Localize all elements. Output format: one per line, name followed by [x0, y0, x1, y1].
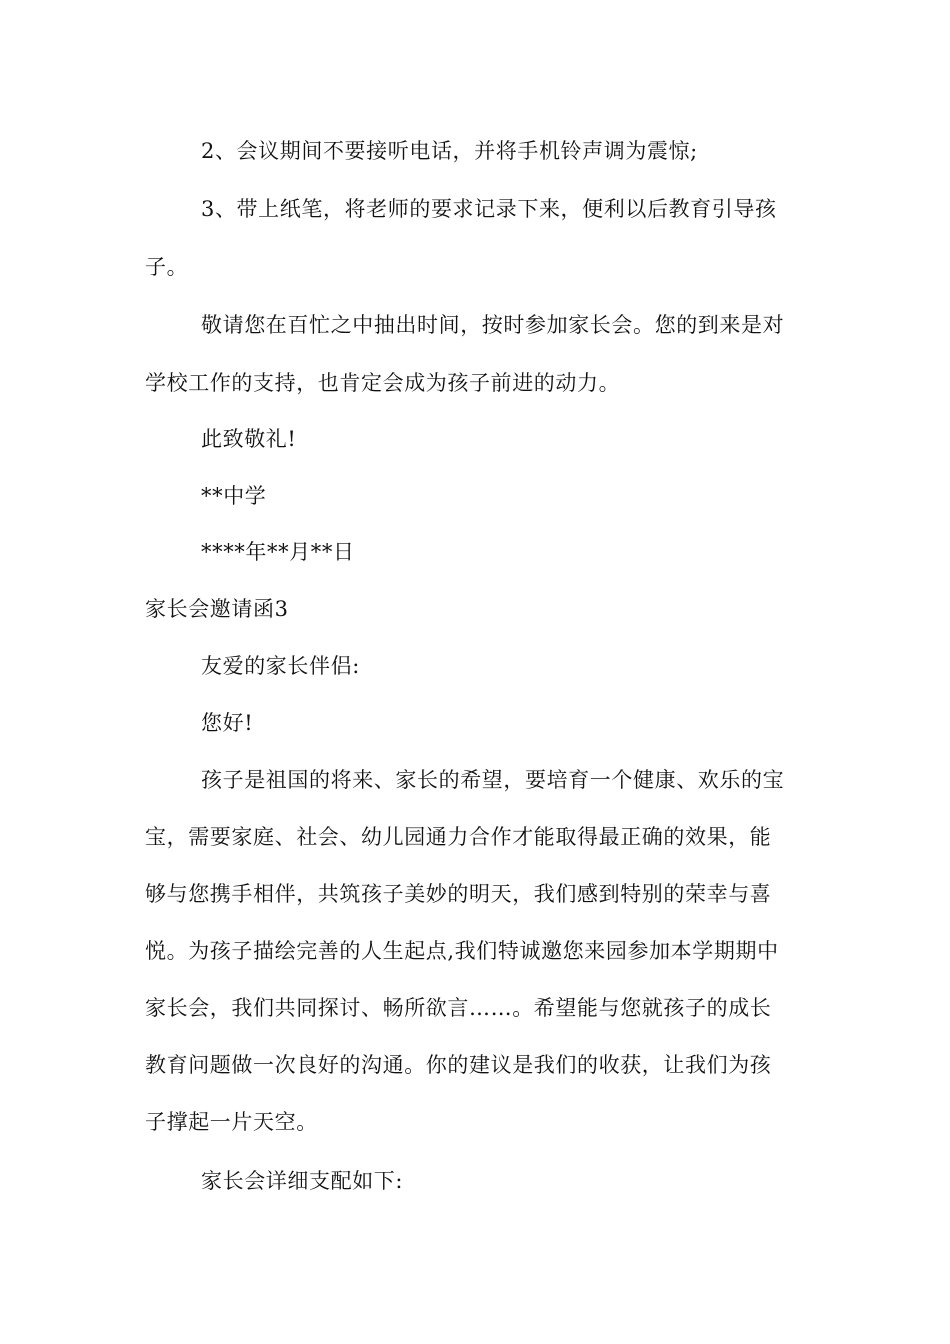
- text-line: ****年**月**日: [201, 540, 355, 564]
- text-line: 子撑起一片天空。: [145, 1110, 318, 1134]
- text-line: 您好!: [201, 711, 254, 735]
- text-line: 3、带上纸笔，将老师的要求记录下来，便利以后教育引导孩: [201, 197, 777, 221]
- text-line: 友爱的家长伴侣:: [201, 654, 360, 678]
- text-line: 此致敬礼!: [201, 427, 297, 451]
- text-line: 子。: [145, 255, 189, 279]
- section-heading: 家长会邀请函3: [145, 597, 289, 621]
- text-line: 教育问题做一次良好的沟通。你的建议是我们的收获，让我们为孩: [145, 1053, 772, 1077]
- text-line: 宝，需要家庭、社会、幼儿园通力合作才能取得最正确的效果，能: [145, 825, 772, 849]
- text-line: 够与您携手相伴，共筑孩子美妙的明天，我们感到特别的荣幸与喜: [145, 882, 772, 906]
- text-line: 学校工作的支持，也肯定会成为孩子前进的动力。: [145, 371, 621, 395]
- text-line: 2、会议期间不要接听电话，并将手机铃声调为震惊;: [201, 139, 698, 163]
- text-line: **中学: [201, 484, 267, 508]
- text-line: 家长会详细支配如下:: [201, 1169, 404, 1193]
- text-line: 家长会，我们共同探讨、畅所欲言……。希望能与您就孩子的成长: [145, 996, 772, 1020]
- text-line: 敬请您在百忙之中抽出时间，按时参加家长会。您的到来是对: [201, 313, 785, 337]
- text-line: 悦。为孩子描绘完善的人生起点,我们特诚邀您来园参加本学期期中: [145, 939, 779, 963]
- text-line: 孩子是祖国的将来、家长的希望，要培育一个健康、欢乐的宝: [201, 768, 785, 792]
